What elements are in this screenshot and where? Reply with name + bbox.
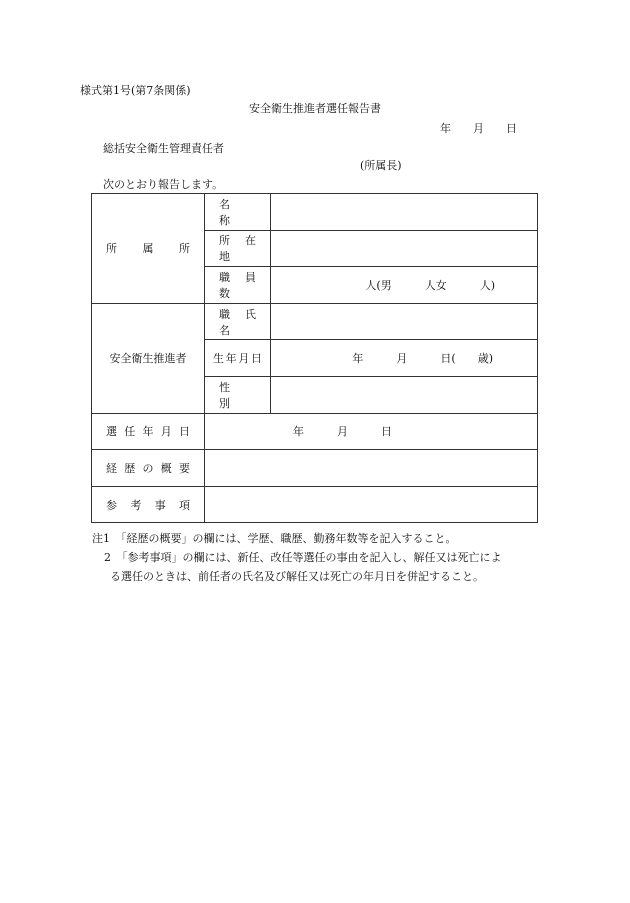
report-table	[91, 193, 538, 523]
sex-label: 性 別	[205, 376, 271, 413]
birth-date-value[interactable]: 年 月 日( 歳)	[271, 340, 538, 377]
table-row	[92, 450, 538, 487]
note-2-continued: る選任のときは、前任者の氏名及び解任又は死亡の年月日を併記すること。	[110, 570, 484, 583]
birth-date-label: 生年月日	[205, 340, 271, 377]
affiliation-head: (所属長)	[360, 159, 402, 172]
date-month: 月	[473, 122, 484, 135]
date-year: 年	[440, 122, 451, 135]
staff-count-value[interactable]: 人(男 人女 人)	[271, 267, 538, 304]
addressee: 総括安全衛生管理責任者	[103, 142, 224, 155]
address-value-cell[interactable]	[271, 230, 538, 267]
career-summary-value-cell[interactable]	[205, 450, 538, 487]
note-2: 2 「参考事項」の欄には、新任、改任等選任の事由を記入し、解任又は死亡によ	[104, 551, 502, 564]
table-row	[92, 413, 538, 450]
section-promoter-label: 安全衛生推進者	[92, 303, 205, 413]
sex-value-cell[interactable]	[271, 376, 538, 413]
date-line	[440, 120, 517, 136]
note-1: 注1 「経歴の概要」の欄には、学歴、職歴、勤務年数等を記入すること。	[92, 532, 457, 545]
appointment-date-value[interactable]: 年 月 日	[205, 413, 538, 450]
name-label: 名 称	[205, 194, 271, 231]
date-day: 日	[506, 122, 517, 135]
intro-text: 次のとおり報告します。	[103, 178, 224, 191]
career-summary-label: 経 歴 の 概 要	[92, 450, 205, 487]
name-value-cell[interactable]	[271, 194, 538, 231]
table-row	[92, 303, 538, 340]
table-row	[92, 486, 538, 523]
appointment-date-label: 選 任 年 月 日	[92, 413, 205, 450]
reference-label: 参 考 事 項	[92, 486, 205, 523]
form-number: 様式第1号(第7条関係)	[80, 84, 191, 97]
table-row	[92, 194, 538, 231]
address-label: 所 在 地	[205, 230, 271, 267]
section-affiliation-label: 所 属 所	[92, 194, 205, 304]
title-name-value-cell[interactable]	[271, 303, 538, 340]
reference-value-cell[interactable]	[205, 486, 538, 523]
staff-count-label: 職 員 数	[205, 267, 271, 304]
document-title: 安全衛生推進者選任報告書	[249, 102, 381, 115]
title-name-label: 職 氏 名	[205, 303, 271, 340]
